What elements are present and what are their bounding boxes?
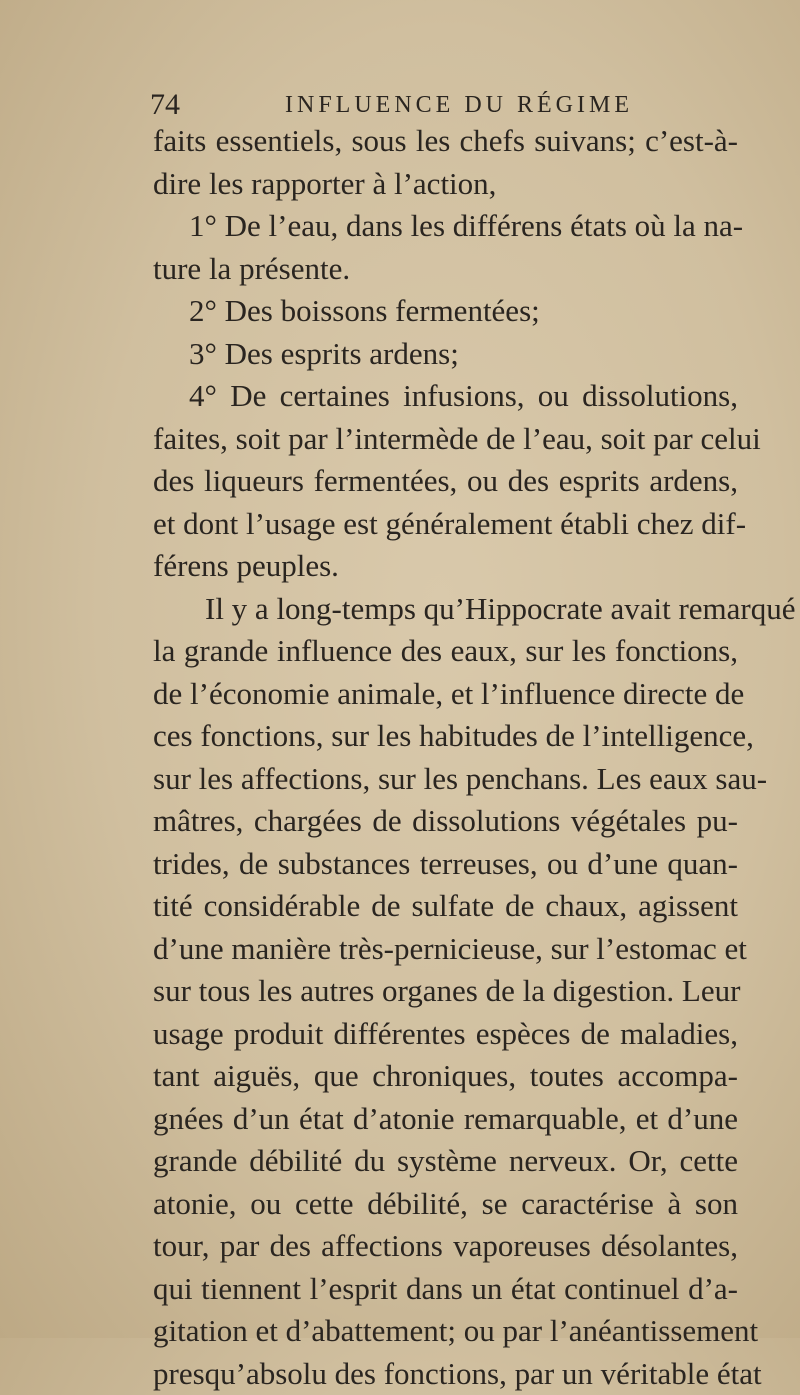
text-line: atonie, ou cette débilité, se caractérise à son	[153, 1183, 738, 1226]
text-line: 2° Des boissons fermentées;	[153, 290, 738, 333]
text-line: mâtres, chargées de dissolutions végétales pu-	[153, 800, 738, 843]
text-line: gnées d’un état d’atonie remarquable, et d’une	[153, 1098, 738, 1141]
text-line: sur les affections, sur les penchans. Les eaux sau-	[153, 758, 738, 801]
text-line: d’une manière très-pernicieuse, sur l’estomac et	[153, 928, 738, 971]
text-line: 4° De certaines infusions, ou dissolutions,	[153, 375, 738, 418]
text-line: ture la présente.	[153, 248, 738, 291]
text-line: Il y a long-temps qu’Hippocrate avait remarqué	[153, 588, 738, 631]
text-line: faits essentiels, sous les chefs suivans; c’est-à-	[153, 120, 738, 163]
text-line: tant aiguës, que chroniques, toutes accompa-	[153, 1055, 738, 1098]
text-line: de l’économie animale, et l’influence directe de	[153, 673, 738, 716]
text-line: 1° De l’eau, dans les différens états où la na-	[153, 205, 738, 248]
text-line: et dont l’usage est généralement établi chez dif-	[153, 503, 738, 546]
text-line: presqu’absolu des fonctions, par un véritable état	[153, 1353, 738, 1395]
text-line: 3° Des esprits ardens;	[153, 333, 738, 376]
page-number: 74	[150, 88, 180, 122]
text-line: tour, par des affections vaporeuses désolantes,	[153, 1225, 738, 1268]
running-title: INFLUENCE DU RÉGIME	[285, 92, 633, 119]
text-line: tité considérable de sulfate de chaux, agissent	[153, 885, 738, 928]
text-line: gitation et d’abattement; ou par l’anéantissement	[153, 1310, 738, 1353]
text-line: la grande influence des eaux, sur les fonctions,	[153, 630, 738, 673]
text-line: ces fonctions, sur les habitudes de l’intelligence,	[153, 715, 738, 758]
text-line: sur tous les autres organes de la digestion. Leur	[153, 970, 738, 1013]
text-line: faites, soit par l’intermède de l’eau, soit par celui	[153, 418, 738, 461]
text-line: grande débilité du système nerveux. Or, cette	[153, 1140, 738, 1183]
text-line: des liqueurs fermentées, ou des esprits ardens,	[153, 460, 738, 503]
text-line: usage produit différentes espèces de maladies,	[153, 1013, 738, 1056]
text-line: férens peuples.	[153, 545, 738, 588]
text-line: qui tiennent l’esprit dans un état continuel d’a-	[153, 1268, 738, 1311]
text-line: trides, de substances terreuses, ou d’une quan-	[153, 843, 738, 886]
body-text	[153, 120, 738, 1395]
text-line: dire les rapporter à l’action,	[153, 163, 738, 206]
